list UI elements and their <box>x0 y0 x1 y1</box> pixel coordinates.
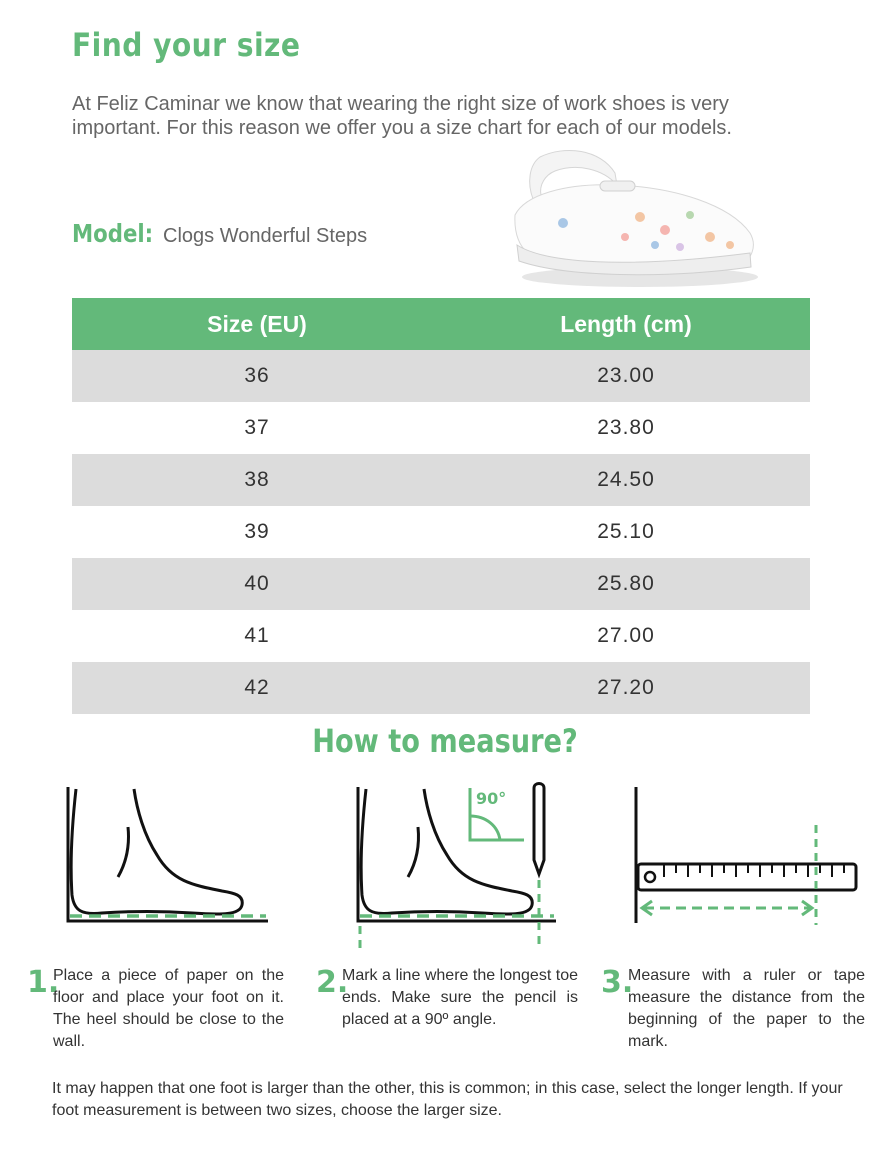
length-cell: 27.20 <box>442 662 810 714</box>
size-cell: 37 <box>244 416 270 439</box>
length-cell: 23.80 <box>597 416 655 439</box>
size-cell: 38 <box>72 454 442 506</box>
size-cell: 36 <box>72 350 442 402</box>
step-number: 1. <box>27 965 60 1000</box>
size-chart-table <box>72 298 810 714</box>
header-size: Size (EU) <box>72 298 442 350</box>
ruler-icon <box>630 785 865 925</box>
length-cell: 27.00 <box>597 624 655 647</box>
size-cell: 40 <box>72 558 442 610</box>
table-row <box>72 610 810 662</box>
table-header-row <box>72 298 810 350</box>
length-cell: 24.50 <box>442 454 810 506</box>
footnote: It may happen that one foot is larger than the other, this is common; in this case, select the longer length. If your foot measurement is between two sizes, choose the larger size. <box>52 1080 843 1119</box>
size-cell: 39 <box>244 520 270 543</box>
length-cell: 25.10 <box>597 520 655 543</box>
length-cell: 25.80 <box>442 558 810 610</box>
table-row <box>72 506 810 558</box>
page-title: Find your size <box>72 26 301 64</box>
step-number: 2. <box>316 965 349 1000</box>
step-text: Measure with a ruler or tape measure the distance from the beginning of the paper to the mark. <box>628 967 865 1050</box>
table-row <box>72 350 810 402</box>
angle-label: 90° <box>476 789 507 808</box>
step-text: Mark a line where the longest toe ends. Make sure the pencil is placed at a 90º angle. <box>342 967 578 1028</box>
table-row <box>72 454 810 506</box>
step-number: 3. <box>601 965 634 1000</box>
clog-shoe-image <box>505 145 765 295</box>
table-row <box>72 662 810 714</box>
foot-pencil-icon <box>352 780 562 952</box>
model-name: Clogs Wonderful Steps <box>163 225 368 247</box>
size-cell: 42 <box>72 662 442 714</box>
length-cell: 23.00 <box>442 350 810 402</box>
step-text: Place a piece of paper on the floor and place your foot on it. The heel should be close to the wall. <box>53 967 284 1050</box>
size-cell: 41 <box>244 624 270 647</box>
table-row <box>72 402 810 454</box>
model-label: Model: <box>72 219 154 248</box>
intro-text: At Feliz Caminar we know that wearing the right size of work shoes is very important. For this reason we offer you a size chart for each of our models. <box>72 93 732 139</box>
how-to-measure-title: How to measure? <box>312 722 578 760</box>
table-row <box>72 558 810 610</box>
header-length: Length (cm) <box>442 298 810 350</box>
foot-on-paper-icon <box>62 785 272 925</box>
